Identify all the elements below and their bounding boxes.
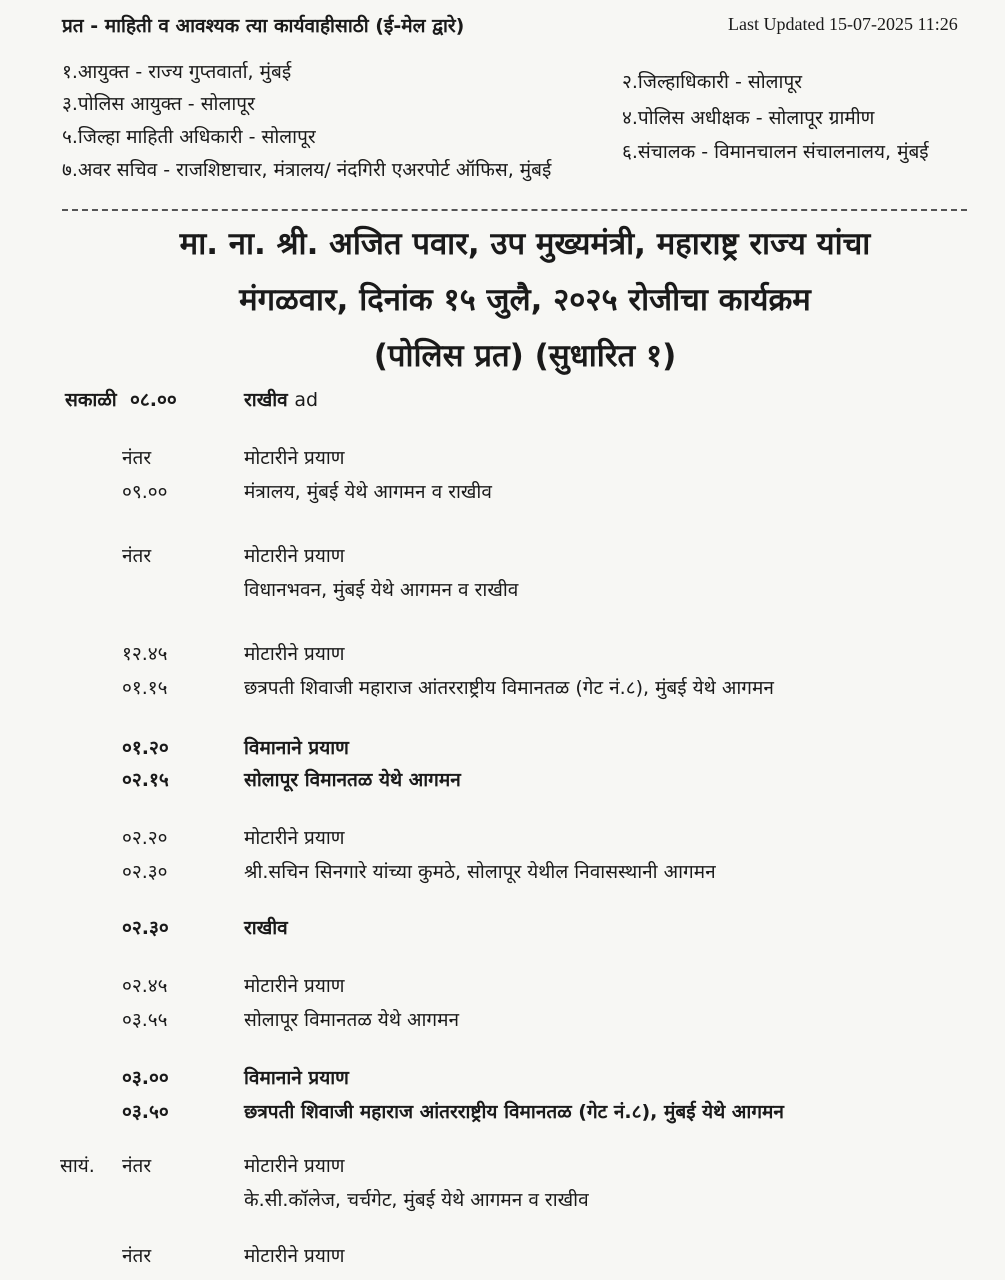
recipient-7: ७.अवर सचिव - राजशिष्टाचार, मंत्रालय/ नंदगिरी एअरपोर्ट ऑफिस, मुंबई [62, 159, 552, 181]
schedule-desc: मोटारीने प्रयाण [244, 1245, 345, 1267]
time-label: ०१.२० [122, 737, 169, 759]
schedule-desc: छत्रपती शिवाजी महाराज आंतरराष्ट्रीय विमानतळ (गेट नं.८), मुंबई येथे आगमन [244, 1101, 784, 1123]
time-label: नंतर [122, 1155, 152, 1177]
recipient-1: १.आयुक्त - राज्य गुप्तवार्ता, मुंबई [62, 61, 292, 83]
time-label: ०३.५० [122, 1101, 169, 1123]
time-label: ०२.३० [122, 917, 169, 939]
time-label: ०२.३० [122, 861, 168, 883]
time-label: ०८.०० [130, 389, 177, 411]
time-label: नंतर [122, 545, 152, 567]
schedule-desc: श्री.सचिन सिनगारे यांच्या कुमठे, सोलापूर येथील निवासस्थानी आगमन [244, 861, 716, 883]
schedule-desc: मोटारीने प्रयाण [244, 447, 345, 469]
desc-text: राखीव [244, 389, 288, 411]
period-morning: सकाळी [65, 389, 117, 411]
last-updated: Last Updated 15-07-2025 11:26 [728, 14, 958, 34]
schedule-desc: के.सी.कॉलेज, चर्चगेट, मुंबई येथे आगमन व राखीव [244, 1189, 589, 1211]
time-label: ०२.२० [122, 827, 168, 849]
recipient-3: ३.पोलिस आयुक्त - सोलापूर [62, 93, 255, 115]
schedule-desc: मंत्रालय, मुंबई येथे आगमन व राखीव [244, 481, 492, 503]
schedule-desc: विमानाने प्रयाण [244, 1067, 349, 1089]
time-label: १२.४५ [122, 643, 168, 665]
schedule-desc: मोटारीने प्रयाण [244, 545, 345, 567]
title-line-1: मा. ना. श्री. अजित पवार, उप मुख्यमंत्री, महाराष्ट्र राज्य यांचा [179, 226, 871, 262]
schedule-desc [244, 386, 318, 412]
recipient-4: ४.पोलिस अधीक्षक - सोलापूर ग्रामीण [622, 107, 875, 129]
time-label: नंतर [122, 447, 152, 469]
schedule-desc: मोटारीने प्रयाण [244, 827, 345, 849]
schedule-desc: विमानाने प्रयाण [244, 737, 349, 759]
recipient-6: ६.संचालक - विमानचालन संचालनालय, मुंबई [622, 141, 929, 163]
period-evening: सायं. [60, 1155, 95, 1177]
separator-rule [62, 209, 967, 211]
schedule-desc: मोटारीने प्रयाण [244, 643, 345, 665]
recipient-2: २.जिल्हाधिकारी - सोलापूर [622, 71, 803, 93]
time-label: ०९.०० [122, 481, 168, 503]
desc-note: ad [294, 389, 319, 411]
schedule-desc: राखीव [244, 917, 288, 939]
title-line-2: मंगळवार, दिनांक १५ जुलै, २०२५ रोजीचा कार्यक्रम [239, 282, 811, 318]
copy-header: प्रत - माहिती व आवश्यक त्या कार्यवाहीसाठी (ई-मेल द्वारे) [62, 15, 465, 37]
schedule-desc: मोटारीने प्रयाण [244, 1155, 345, 1177]
schedule-desc: मोटारीने प्रयाण [244, 975, 345, 997]
schedule-desc: सोलापूर विमानतळ येथे आगमन [244, 1009, 460, 1031]
recipient-5: ५.जिल्हा माहिती अधिकारी - सोलापूर [62, 126, 316, 148]
time-label: ०२.१५ [122, 769, 169, 791]
title-line-3: (पोलिस प्रत) (सुधारित १) [373, 338, 677, 374]
time-label: ०३.५५ [122, 1009, 168, 1031]
time-label: ०३.०० [122, 1067, 169, 1089]
time-label: ०२.४५ [122, 975, 168, 997]
schedule-desc: छत्रपती शिवाजी महाराज आंतरराष्ट्रीय विमानतळ (गेट नं.८), मुंबई येथे आगमन [244, 677, 774, 699]
time-label: नंतर [122, 1245, 152, 1267]
schedule-desc: सोलापूर विमानतळ येथे आगमन [244, 769, 461, 791]
time-label: ०१.१५ [122, 677, 168, 699]
schedule-desc: विधानभवन, मुंबई येथे आगमन व राखीव [244, 579, 519, 601]
